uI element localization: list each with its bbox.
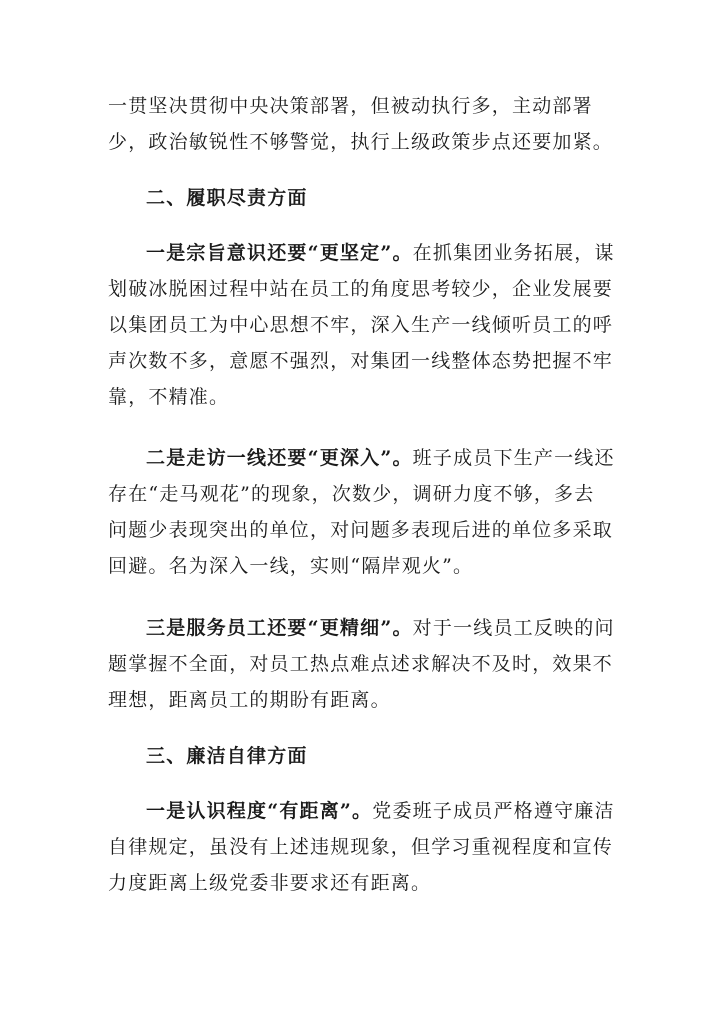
paragraph-lead-rest: 对于一线员工反映的问 bbox=[412, 617, 615, 639]
paragraph-lead-rest: 在抓集团业务拓展，谋 bbox=[412, 242, 615, 264]
paragraph-lead: 一是宗旨意识还要“更坚定”。 bbox=[146, 242, 413, 264]
paragraph-line: 声次数不多，意愿不强烈，对集团一线整体态势把握不牢 bbox=[108, 350, 614, 372]
paragraph-line: 问题少表现突出的单位，对问题多表现后进的单位多采取 bbox=[108, 519, 614, 541]
paragraph-understanding-level bbox=[108, 793, 615, 901]
paragraph-line: 划破冰脱困过程中站在员工的角度思考较少，企业发展要 bbox=[108, 278, 614, 300]
paragraph-line: 理想，距离员工的期盼有距离。 bbox=[108, 689, 391, 711]
paragraph-first-line bbox=[108, 610, 615, 646]
paragraph-lead: 三是服务员工还要“更精细”。 bbox=[146, 617, 413, 639]
paragraph-line: 回避。名为深入一线，实则“隔岸观火”。 bbox=[108, 555, 474, 577]
paragraph-employee-service bbox=[108, 610, 615, 718]
paragraph-lead: 一是认识程度“有距离”。 bbox=[146, 800, 373, 822]
paragraph-line: 少，政治敏锐性不够警觉，执行上级政策步点还要加紧。 bbox=[108, 131, 614, 153]
paragraph-lead: 二是走访一线还要“更深入”。 bbox=[146, 447, 413, 469]
paragraph-first-line bbox=[108, 235, 615, 271]
section-heading-integrity: 三、廉洁自律方面 bbox=[146, 745, 308, 767]
paragraph-line: 题掌握不全面，对员工热点难点述求解决不及时，效果不 bbox=[108, 653, 614, 675]
paragraph-line: 自律规定，虽没有上述违规现象，但学习重视程度和宣传 bbox=[108, 836, 614, 858]
paragraph-lead-rest: 党委班子成员严格遵守廉洁 bbox=[372, 800, 615, 822]
paragraph-line: 存在“走马观花”的现象，次数少，调研力度不够，多去 bbox=[108, 483, 595, 505]
section-heading-performance: 二、履职尽责方面 bbox=[146, 187, 308, 209]
paragraph-first-line bbox=[108, 793, 615, 829]
paragraph-line: 一贯坚决贯彻中央决策部署，但被动执行多，主动部署 bbox=[108, 95, 593, 117]
paragraph-line: 靠，不精准。 bbox=[108, 386, 230, 408]
paragraph-purpose-awareness bbox=[108, 235, 615, 415]
paragraph-frontline-visits bbox=[108, 440, 615, 584]
paragraph-line: 以集团员工为中心思想不牢，深入生产一线倾听员工的呼 bbox=[108, 314, 614, 336]
paragraph-lead-rest: 班子成员下生产一线还 bbox=[412, 447, 615, 469]
paragraph-continuation bbox=[108, 88, 614, 160]
paragraph-line: 力度距离上级党委非要求还有距离。 bbox=[108, 872, 432, 894]
paragraph-first-line bbox=[108, 440, 615, 476]
